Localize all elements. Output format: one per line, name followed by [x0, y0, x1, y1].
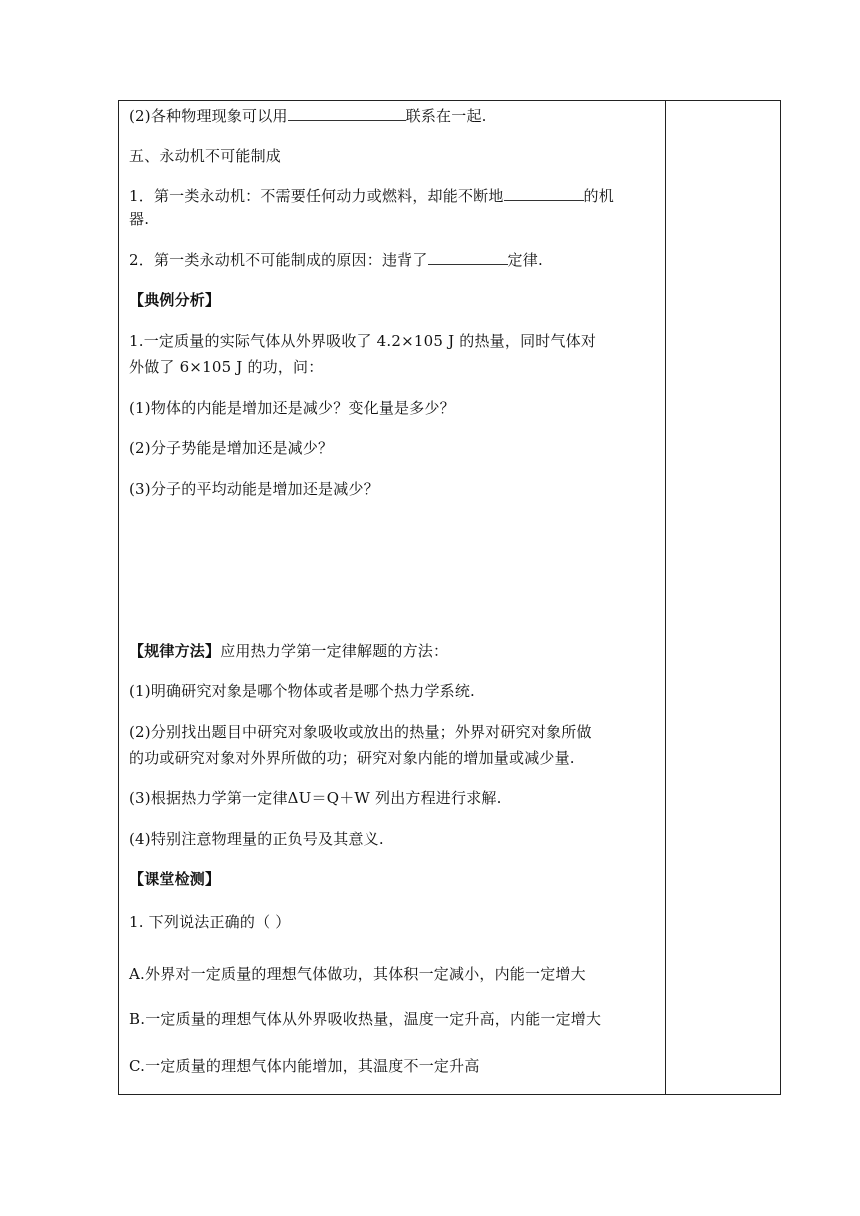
option-a: A.外界对一定质量的理想气体做功，其体积一定减小，内能一定增大 [129, 965, 586, 983]
example-1-question-2: (2)分子势能是增加还是减少？ [129, 439, 334, 457]
fill-blank [288, 106, 406, 121]
fill-blank [428, 250, 508, 265]
method-line: 【规律方法】应用热力学第一定律解题的方法： [129, 642, 449, 660]
example-1-line-1: 1.一定质量的实际气体从外界吸收了 4.2×105 J 的热量，同时气体对 [129, 332, 597, 350]
option-c: C.一定质量的理想气体内能增加，其温度不一定升高 [129, 1057, 480, 1075]
example-1-question-3: (3)分子的平均动能是增加还是减少？ [129, 480, 379, 498]
option-b: B.一定质量的理想气体从外界吸收热量，温度一定升高，内能一定增大 [129, 1010, 602, 1028]
check-question-1: 1. 下列说法正确的（ ） [129, 913, 291, 931]
method-step-1: (1)明确研究对象是哪个物体或者是哪个热力学系统. [129, 682, 476, 700]
question-1-line-1: 1．第一类永动机：不需要任何动力或燃料，却能不断地 的机 [129, 187, 614, 205]
example-1-question-1: (1)物体的内能是增加还是减少？变化量是多少？ [129, 399, 455, 417]
fill-blank [504, 186, 584, 201]
method-step-4: (4)特别注意物理量的正负号及其意义. [129, 830, 384, 848]
example-1-line-2: 外做了 6×105 J 的功，问： [129, 358, 324, 376]
method-label: 【规律方法】 [129, 642, 221, 660]
method-step-2-line-1: (2)分别找出题目中研究对象吸收或放出的热量；外界对研究对象所做 [129, 723, 592, 741]
section-heading-perpetual: 五、永动机不可能制成 [129, 147, 282, 165]
check-heading: 【课堂检测】 [129, 870, 221, 888]
question-2: 2．第一类永动机不可能制成的原因：违背了 定律. [129, 251, 543, 269]
notes-column [666, 101, 780, 1094]
example-heading: 【典例分析】 [129, 291, 221, 309]
content-table [118, 100, 781, 1095]
method-step-3: (3)根据热力学第一定律ΔU＝Q＋W 列出方程进行求解. [129, 789, 502, 807]
line-physics-link: (2)各种物理现象可以用 联系在一起. [129, 107, 487, 125]
question-1-line-2: 器. [129, 210, 150, 228]
method-step-2-line-2: 的功或研究对象对外界所做的功；研究对象内能的增加量或减少量. [129, 749, 575, 767]
